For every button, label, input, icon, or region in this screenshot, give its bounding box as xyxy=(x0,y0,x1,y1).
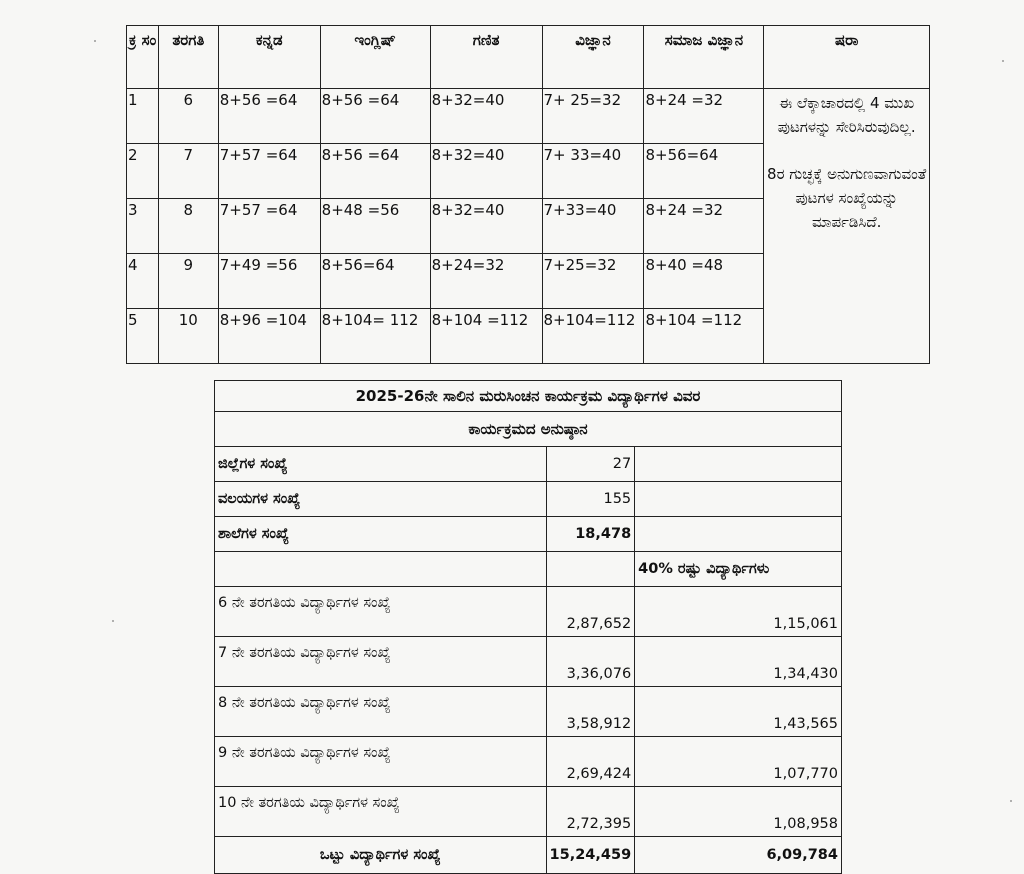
stat-value: 155 xyxy=(546,482,635,517)
table1-header-row xyxy=(127,26,930,89)
total-students: 15,24,459 xyxy=(546,837,635,874)
grade-label: 10 ನೇ ತರಗತಿಯ ವಿದ್ಯಾರ್ಥಿಗಳ ಸಂಖ್ಯೆ xyxy=(215,787,547,837)
grade-row xyxy=(215,637,842,687)
empty-cell xyxy=(635,517,842,552)
english-cell: 8+56=64 xyxy=(320,254,430,309)
class-cell: 9 xyxy=(158,254,218,309)
grade-label: 9 ನೇ ತರಗತಿಯ ವಿದ್ಯಾರ್ಥಿಗಳ ಸಂಖ್ಯೆ xyxy=(215,737,547,787)
col-header-english: ಇಂಗ್ಲಿಷ್ xyxy=(320,26,430,89)
stat-label: ಶಾಲೆಗಳ ಸಂಖ್ಯೆ xyxy=(215,517,547,552)
grade-label: 8 ನೇ ತರಗತಿಯ ವಿದ್ಯಾರ್ಥಿಗಳ ಸಂಖ್ಯೆ xyxy=(215,687,547,737)
social-science-cell: 8+24 =32 xyxy=(644,89,764,144)
grade-row xyxy=(215,587,842,637)
maths-cell: 8+24=32 xyxy=(430,254,542,309)
empty-cell xyxy=(215,552,547,587)
table2-subtitle: ಕಾರ್ಯಕ್ರಮದ ಅನುಷ್ಠಾನ xyxy=(215,412,842,447)
col-header-science: ವಿಜ್ಞಾನ xyxy=(542,26,644,89)
english-cell: 8+48 =56 xyxy=(320,199,430,254)
stat-label: ಜಿಲ್ಲೆಗಳ ಸಂಖ್ಯೆ xyxy=(215,447,547,482)
grade-label: 6 ನೇ ತರಗತಿಯ ವಿದ್ಯಾರ್ಥಿಗಳ ಸಂಖ್ಯೆ xyxy=(215,587,547,637)
class-cell: 7 xyxy=(158,144,218,199)
class-cell: 10 xyxy=(158,309,218,364)
stat-row-schools xyxy=(215,517,842,552)
social-science-cell: 8+40 =48 xyxy=(644,254,764,309)
scan-speck xyxy=(112,620,114,622)
remark-note-cover-pages: ಈ ಲೆಕ್ಕಾಚಾರದಲ್ಲಿ 4 ಮುಖ ಪುಟಗಳನ್ನು ಸೇರಿಸಿರುವುದಿಲ್ಲ. xyxy=(777,94,916,137)
grade-forty-percent: 1,08,958 xyxy=(635,787,842,837)
total-label: ಒಟ್ಟು ವಿದ್ಯಾರ್ಥಿಗಳ ಸಂಖ್ಯೆ xyxy=(215,837,547,874)
maths-cell: 8+32=40 xyxy=(430,199,542,254)
stat-value: 27 xyxy=(546,447,635,482)
social-science-cell: 8+24 =32 xyxy=(644,199,764,254)
stat-label: ವಲಯಗಳ ಸಂಖ್ಯೆ xyxy=(215,482,547,517)
kannada-cell: 8+56 =64 xyxy=(218,89,320,144)
kannada-cell: 8+96 =104 xyxy=(218,309,320,364)
class-cell: 8 xyxy=(158,199,218,254)
grade-total: 2,72,395 xyxy=(546,787,635,837)
empty-cell xyxy=(635,482,842,517)
table-row xyxy=(127,89,930,144)
stat-row-districts xyxy=(215,447,842,482)
table2-subtitle-row xyxy=(215,412,842,447)
col-header-maths: ಗಣಿತ xyxy=(430,26,542,89)
grade-total: 3,36,076 xyxy=(546,637,635,687)
serial-cell: 1 xyxy=(127,89,159,144)
social-science-cell: 8+56=64 xyxy=(644,144,764,199)
grade-total: 3,58,912 xyxy=(546,687,635,737)
science-cell: 7+25=32 xyxy=(542,254,644,309)
table2-title-row xyxy=(215,381,842,412)
col-header-kannada: ಕನ್ನಡ xyxy=(218,26,320,89)
total-forty-percent: 6,09,784 xyxy=(635,837,842,874)
table2-title: 2025-26ನೇ ಸಾಲಿನ ಮರುಸಿಂಚನ ಕಾರ್ಯಕ್ರಮ ವಿದ್ಯಾರ್ಥಿಗಳ ವಿವರ xyxy=(215,381,842,412)
serial-cell: 4 xyxy=(127,254,159,309)
science-cell: 8+104=112 xyxy=(542,309,644,364)
serial-cell: 3 xyxy=(127,199,159,254)
scan-speck xyxy=(94,40,96,42)
science-cell: 7+ 33=40 xyxy=(542,144,644,199)
forty-percent-header: 40% ರಷ್ಟು ವಿದ್ಯಾರ್ಥಿಗಳು xyxy=(635,552,842,587)
remarks-cell xyxy=(764,89,930,364)
english-cell: 8+104= 112 xyxy=(320,309,430,364)
col-header-remarks: ಷರಾ xyxy=(764,26,930,89)
grade-total: 2,69,424 xyxy=(546,737,635,787)
class-cell: 6 xyxy=(158,89,218,144)
grade-label: 7 ನೇ ತರಗತಿಯ ವಿದ್ಯಾರ್ಥಿಗಳ ಸಂಖ್ಯೆ xyxy=(215,637,547,687)
col-header-social-science: ಸಮಾಜ ವಿಜ್ಞಾನ xyxy=(644,26,764,89)
social-science-cell: 8+104 =112 xyxy=(644,309,764,364)
serial-cell: 5 xyxy=(127,309,159,364)
col-header-class: ತರಗತಿ xyxy=(158,26,218,89)
grade-row xyxy=(215,787,842,837)
grade-row xyxy=(215,737,842,787)
serial-cell: 2 xyxy=(127,144,159,199)
stat-value: 18,478 xyxy=(546,517,635,552)
empty-cell xyxy=(635,447,842,482)
grade-forty-percent: 1,15,061 xyxy=(635,587,842,637)
maths-cell: 8+32=40 xyxy=(430,144,542,199)
english-cell: 8+56 =64 xyxy=(320,144,430,199)
stat-row-zones xyxy=(215,482,842,517)
maths-cell: 8+32=40 xyxy=(430,89,542,144)
grade-forty-percent: 1,34,430 xyxy=(635,637,842,687)
kannada-cell: 7+49 =56 xyxy=(218,254,320,309)
col-header-serial: ಕ್ರ ಸಂ xyxy=(127,26,159,89)
empty-cell xyxy=(546,552,635,587)
scan-speck xyxy=(1002,60,1004,62)
grade-total: 2,87,652 xyxy=(546,587,635,637)
scan-speck xyxy=(1010,800,1012,802)
english-cell: 8+56 =64 xyxy=(320,89,430,144)
kannada-cell: 7+57 =64 xyxy=(218,144,320,199)
grade-forty-percent: 1,07,770 xyxy=(635,737,842,787)
kannada-cell: 7+57 =64 xyxy=(218,199,320,254)
maths-cell: 8+104 =112 xyxy=(430,309,542,364)
remark-note-page-adjustment: 8ರ ಗುಚ್ಛಕ್ಕೆ ಅನುಗುಣವಾಗುವಂತೆ ಪುಟಗಳ ಸಂಖ್ಯೆಯನ್ನು ಮಾರ್ಪಡಿಸಿದೆ. xyxy=(767,164,927,232)
grade-row xyxy=(215,687,842,737)
science-cell: 7+33=40 xyxy=(542,199,644,254)
total-row xyxy=(215,837,842,874)
grade-forty-percent: 1,43,565 xyxy=(635,687,842,737)
textbook-pages-table xyxy=(126,25,930,364)
remedial-program-students-table xyxy=(214,380,842,874)
science-cell: 7+ 25=32 xyxy=(542,89,644,144)
col3-header-row xyxy=(215,552,842,587)
